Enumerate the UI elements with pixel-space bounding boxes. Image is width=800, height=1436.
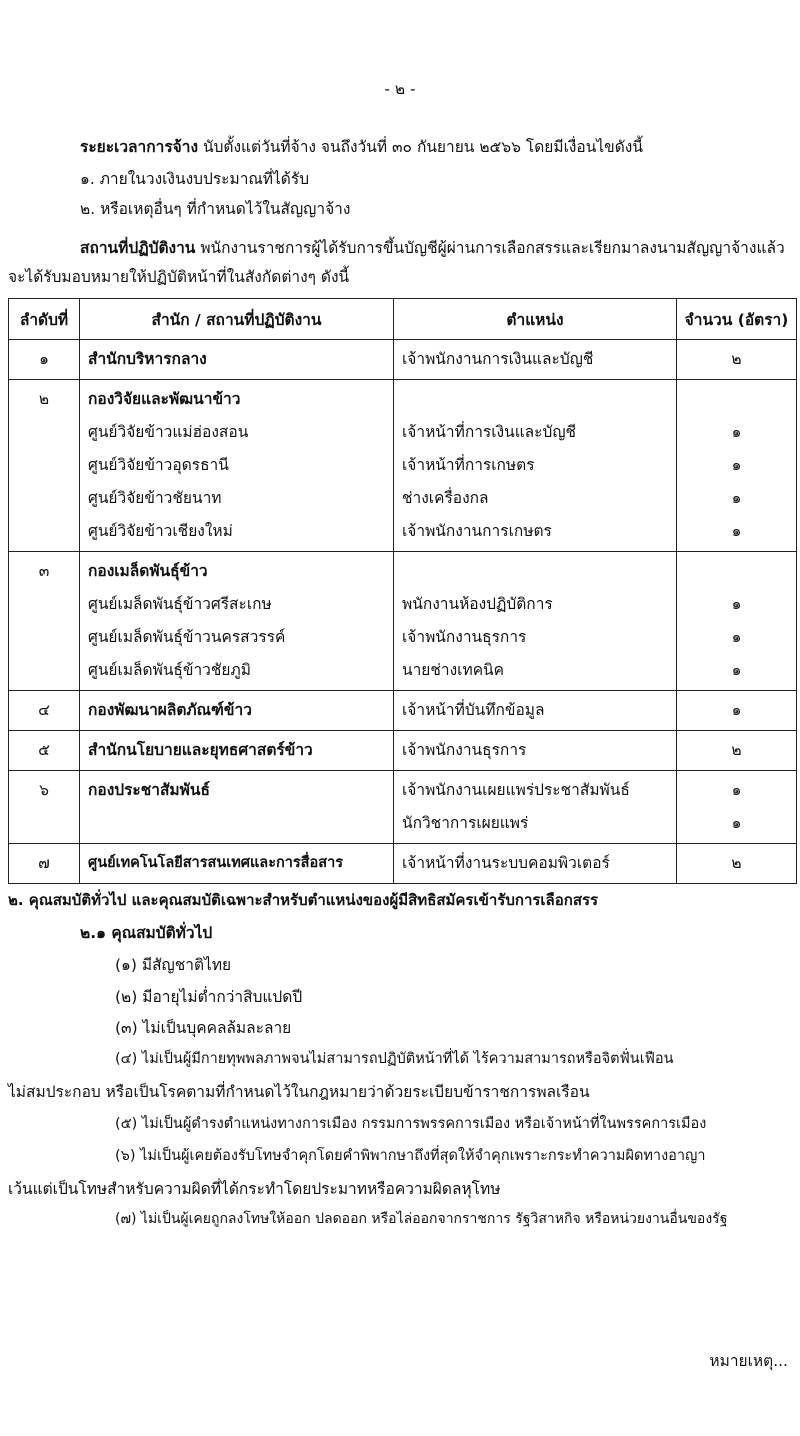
sub-unit-name: ศูนย์เมล็ดพันธุ์ข้าวชัยภูมิ [88, 661, 251, 679]
row-number: ๓ [38, 562, 50, 580]
employment-period [80, 134, 643, 159]
position-count [677, 555, 796, 588]
workplace-text-continued: จะได้รับมอบหมายให้ปฏิบัติหน้าที่ในสังกัดต่างๆ ดังนี้ [8, 268, 350, 286]
header-order: ลำดับที่ [9, 299, 80, 340]
footer-note: หมายเหตุ... [709, 1352, 788, 1370]
position-name: นักวิชาการเผยแพร่ [402, 814, 529, 832]
position-count: ๒ [731, 350, 742, 368]
row-number: ๒ [38, 390, 50, 408]
position-count: ๑ [731, 522, 742, 540]
table-row [9, 771, 797, 844]
table-row [9, 552, 797, 691]
position-count: ๑ [731, 781, 742, 799]
row-number: ๗ [38, 854, 50, 872]
page-number: - ๒ - [384, 80, 416, 98]
employment-period-label: ระยะเวลาการจ้าง [80, 138, 199, 156]
position-count: ๒ [731, 854, 742, 872]
position-count: ๒ [731, 741, 742, 759]
row-number: ๖ [39, 781, 49, 799]
position-count [677, 383, 796, 416]
position-count: ๑ [731, 456, 742, 474]
unit-name: กองพัฒนาผลิตภัณฑ์ข้าว [88, 701, 252, 719]
position-name: พนักงานห้องปฏิบัติการ [402, 595, 553, 613]
position-name: เจ้าหน้าที่งานระบบคอมพิวเตอร์ [402, 854, 610, 872]
qualification-item: (๑) มีสัญชาติไทย [115, 956, 232, 974]
position-count: ๑ [731, 423, 742, 441]
condition-item: ๒. หรือเหตุอื่นๆ ที่กำหนดไว้ในสัญญาจ้าง [80, 200, 351, 218]
row-number: ๑ [39, 350, 49, 368]
condition-item: ๑. ภายในวงเงินงบประมาณที่ได้รับ [80, 170, 310, 188]
position-count: ๑ [731, 701, 742, 719]
general-qualifications-subheading: ๒.๑ คุณสมบัติทั่วไป [80, 924, 213, 942]
position-name: ช่างเครื่องกล [402, 489, 489, 507]
position-name: เจ้าพนักงานการเกษตร [402, 522, 552, 540]
position-name: นายช่างเทคนิค [402, 661, 505, 679]
row-number: ๕ [38, 741, 50, 759]
positions-table [8, 298, 797, 884]
position-name [394, 383, 676, 416]
sub-unit-name: ศูนย์วิจัยข้าวอุดรธานี [88, 456, 229, 474]
position-name: เจ้าพนักงานธุรการ [402, 741, 527, 759]
sub-unit-name: ศูนย์วิจัยข้าวเชียงใหม่ [88, 522, 233, 540]
qualification-item: (๕) ไม่เป็นผู้ดำรงตำแหน่งทางการเมือง กรรมการพรรคการเมือง หรือเจ้าหน้าที่ในพรรคการเมือง [115, 1116, 707, 1132]
unit-name: กองวิจัยและพัฒนาข้าว [88, 390, 241, 408]
position-count: ๑ [731, 661, 742, 679]
employment-period-text: นับตั้งแต่วันที่จ้าง จนถึงวันที่ ๓๐ กันยายน ๒๕๖๖ โดยมีเงื่อนไขดังนี้ [202, 138, 643, 156]
unit-name: ศูนย์เทคโนโลยีสารสนเทศและการสื่อสาร [88, 855, 344, 871]
unit-name: สำนักบริหารกลาง [88, 350, 207, 368]
sub-unit-name: ศูนย์วิจัยข้าวแม่ฮ่องสอน [88, 423, 249, 441]
position-count: ๑ [731, 628, 742, 646]
unit-name: กองเมล็ดพันธุ์ข้าว [88, 562, 208, 580]
sub-unit-name: ศูนย์เมล็ดพันธุ์ข้าวศรีสะเกษ [88, 595, 272, 613]
table-row [9, 340, 797, 380]
sub-unit-name: ศูนย์เมล็ดพันธุ์ข้าวนครสวรรค์ [88, 628, 286, 646]
qualification-item: (๒) มีอายุไม่ต่ำกว่าสิบแปดปี [115, 988, 303, 1006]
unit-name: สำนักนโยบายและยุทธศาสตร์ข้าว [88, 741, 313, 759]
header-count: จำนวน (อัตรา) [677, 299, 797, 340]
table-header-row [9, 299, 797, 340]
sub-unit-name: ศูนย์วิจัยข้าวชัยนาท [88, 489, 222, 507]
position-name: เจ้าพนักงานเผยแพร่ประชาสัมพันธ์ [402, 781, 630, 799]
position-count: ๑ [731, 814, 742, 832]
workplace-paragraph [80, 235, 785, 260]
table-row [9, 844, 797, 884]
position-name: เจ้าพนักงานธุรการ [402, 628, 527, 646]
position-name: เจ้าหน้าที่การเกษตร [402, 456, 535, 474]
table-row [9, 731, 797, 771]
position-name: เจ้าหน้าที่บันทึกข้อมูล [402, 701, 545, 719]
row-number: ๔ [38, 701, 50, 719]
qualification-item: (๓) ไม่เป็นบุคคลล้มละลาย [115, 1019, 292, 1037]
qualifications-heading: ๒. คุณสมบัติทั่วไป และคุณสมบัติเฉพาะสำหรับตำแหน่งของผู้มีสิทธิสมัครเข้ารับการเลือกสรร [8, 891, 599, 909]
workplace-text: พนักงานราชการผู้ได้รับการขึ้นบัญชีผู้ผ่านการเลือกสรรและเรียกมาลงนามสัญญาจ้างแล้ว [200, 239, 785, 257]
workplace-label: สถานที่ปฏิบัติงาน [80, 239, 196, 257]
qualification-item-continued: ไม่สมประกอบ หรือเป็นโรคตามที่กำหนดไว้ในกฎหมายว่าด้วยระเบียบข้าราชการพลเรือน [8, 1083, 590, 1101]
table-row [9, 380, 797, 552]
position-name: เจ้าหน้าที่การเงินและบัญชี [402, 423, 577, 441]
qualification-item: (๗) ไม่เป็นผู้เคยถูกลงโทษให้ออก ปลดออก หรือไล่ออกจากราชการ รัฐวิสาหกิจ หรือหน่วยงานอื่นของรัฐ [115, 1211, 728, 1227]
position-name [394, 555, 676, 588]
table-row [9, 691, 797, 731]
header-position: ตำแหน่ง [394, 299, 677, 340]
header-unit: สำนัก / สถานที่ปฏิบัติงาน [80, 299, 394, 340]
qualification-item: (๔) ไม่เป็นผู้มีกายทุพพลภาพจนไม่สามารถปฏิบัติหน้าที่ได้ ไร้ความสามารถหรือจิตฟั่นเฟือน [115, 1051, 674, 1067]
position-count: ๑ [731, 489, 742, 507]
qualification-item-continued: เว้นแต่เป็นโทษสำหรับความผิดที่ได้กระทำโดยประมาทหรือความผิดลหุโทษ [8, 1180, 501, 1198]
unit-name: กองประชาสัมพันธ์ [88, 781, 210, 799]
position-name: เจ้าพนักงานการเงินและบัญชี [402, 350, 594, 368]
qualification-item: (๖) ไม่เป็นผู้เคยต้องรับโทษจำคุกโดยคำพิพากษาถึงที่สุดให้จำคุกเพราะกระทำความผิดทางอาญา [115, 1148, 706, 1164]
position-count: ๑ [731, 595, 742, 613]
